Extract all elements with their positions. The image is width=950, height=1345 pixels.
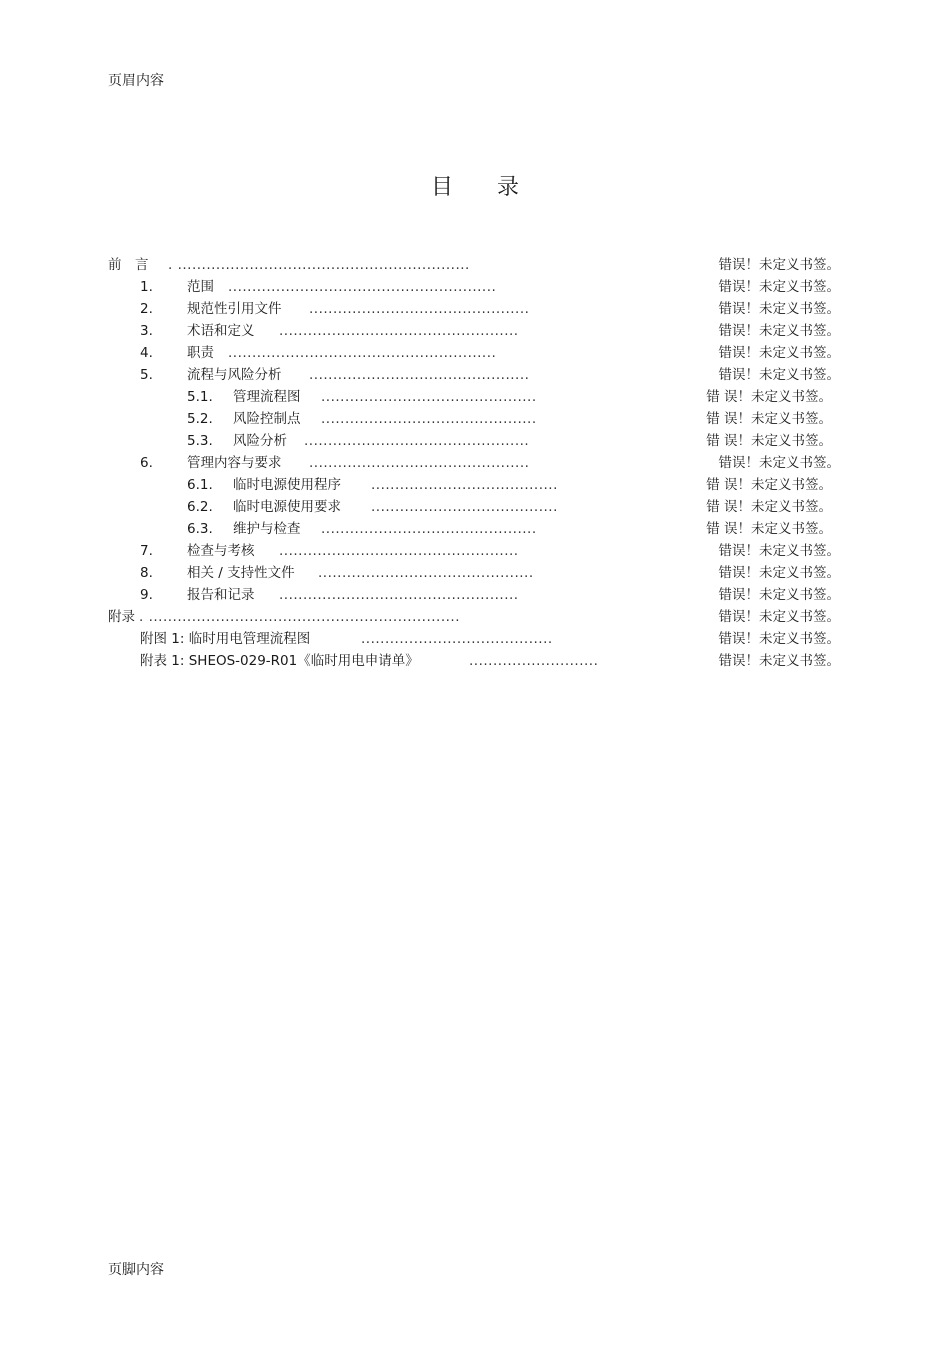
toc-entry-number: 5.1. [187,389,213,405]
toc-leader-dots: ............................................. [321,411,537,427]
toc-entry-preface[interactable] [0,254,950,276]
toc-entry-page: 错误！未定义书签。 [718,587,840,603]
toc-leader-dots: . ............................................................. [168,257,470,273]
toc-entry-number: 7. [140,543,153,559]
toc-entry-sub[interactable] [0,430,950,452]
toc-entry[interactable] [0,320,950,342]
toc-entry-sub[interactable] [0,474,950,496]
toc-entry-label: 前 言 [108,257,149,273]
toc-entry-page: 错误！未定义书签。 [718,543,840,559]
toc-entry-number: 6. [140,455,153,471]
toc-entry-number: 3. [140,323,153,339]
toc-entry-page: 错误！未定义书签。 [718,565,840,581]
toc-leader-dots: ............................................. [318,565,534,581]
toc-leader-dots: .................................................. [279,587,519,603]
toc-entry-label: 风险控制点 [233,411,301,427]
toc-entry-number: 9. [140,587,153,603]
toc-entry-page: 错误！未定义书签。 [718,367,840,383]
toc-leader-dots: ............................................. [321,521,537,537]
toc-entry-label: 报告和记录 [187,587,255,603]
toc-entry-page: 错 误！未定义书签。 [706,389,832,405]
toc-entry-number: 5.3. [187,433,213,449]
toc-entry-label: 附录 [108,609,135,625]
toc-entry-sub[interactable] [0,408,950,430]
toc-leader-dots: ........................... [469,653,599,669]
toc-entry-label: 附表 1: SHEOS-029-R01《临时用电申请单》 [140,653,419,669]
toc-entry-page: 错误！未定义书签。 [718,345,840,361]
toc-leader-dots: . ................................................................. [139,609,461,625]
toc-entry-number: 1. [140,279,153,295]
toc-entry-page: 错误！未定义书签。 [718,257,840,273]
toc-entry[interactable] [0,342,950,364]
toc-leader-dots: ....................................... [371,477,558,493]
toc-entry-number: 6.1. [187,477,213,493]
toc-entry-page: 错 误！未定义书签。 [706,411,832,427]
toc-entry-page: 错误！未定义书签。 [718,653,840,669]
toc-entry[interactable] [0,276,950,298]
toc-entry[interactable] [0,364,950,386]
toc-entry-label: 管理流程图 [233,389,301,405]
toc-entry[interactable] [0,562,950,584]
toc-entry-page: 错 误！未定义书签。 [706,433,832,449]
toc-entry-sub[interactable] [0,386,950,408]
toc-entry-label: 风险分析 [233,433,287,449]
page-footer: 页脚内容 [108,1262,164,1278]
toc-leader-dots: .............................................. [309,367,530,383]
toc-entry-label: 术语和定义 [187,323,255,339]
toc-entry-label: 维护与检查 [233,521,301,537]
toc-entry-number: 6.3. [187,521,213,537]
toc-leader-dots: .............................................. [309,455,530,471]
toc-entry-label: 流程与风险分析 [187,367,282,383]
toc-leader-dots: .............................................. [309,301,530,317]
toc-entry-number: 5. [140,367,153,383]
toc-entry-label: 范围 [187,279,214,295]
toc-entry-page: 错误！未定义书签。 [718,279,840,295]
toc-entry-label: 临时电源使用程序 [233,477,341,493]
toc-entry-appendix[interactable] [0,606,950,628]
toc-entry-appendix-figure[interactable] [0,628,950,650]
toc-entry-page: 错 误！未定义书签。 [706,477,832,493]
toc-entry-label: 职责 [187,345,214,361]
toc-entry-label: 管理内容与要求 [187,455,282,471]
toc-leader-dots: ............................................... [304,433,530,449]
toc-entry-page: 错误！未定义书签。 [718,631,840,647]
toc-entry-page: 错误！未定义书签。 [718,301,840,317]
toc-entry-number: 6.2. [187,499,213,515]
toc-entry-page: 错误！未定义书签。 [718,609,840,625]
toc-entry-page: 错 误！未定义书签。 [706,499,832,515]
toc-entry-sub[interactable] [0,496,950,518]
toc-leader-dots: ............................................. [321,389,537,405]
toc-entry-sub[interactable] [0,518,950,540]
toc-entry-page: 错误！未定义书签。 [718,455,840,471]
toc-entry-label: 规范性引用文件 [187,301,282,317]
toc-entry[interactable] [0,584,950,606]
toc-entry-label: 相关 / 支持性文件 [187,565,295,581]
toc-title: 目录 [430,175,563,200]
toc-entry-number: 2. [140,301,153,317]
toc-leader-dots: ........................................ [361,631,553,647]
toc-entry-number: 8. [140,565,153,581]
toc-entry-appendix-table[interactable] [0,650,950,672]
toc-entry-label: 检查与考核 [187,543,255,559]
toc-entry-number: 5.2. [187,411,213,427]
page-header: 页眉内容 [108,73,164,89]
toc-leader-dots: ....................................... [371,499,558,515]
toc-entry-label: 附图 1: 临时用电管理流程图 [140,631,311,647]
toc-entry-number: 4. [140,345,153,361]
toc-entry[interactable] [0,298,950,320]
toc-entry-page: 错误！未定义书签。 [718,323,840,339]
toc-entry-label: 临时电源使用要求 [233,499,341,515]
toc-leader-dots: .................................................. [279,543,519,559]
toc-entry[interactable] [0,540,950,562]
toc-leader-dots: .................................................. [279,323,519,339]
toc-entry-page: 错 误！未定义书签。 [706,521,832,537]
toc-leader-dots: ........................................................ [228,279,497,295]
toc-leader-dots: ........................................................ [228,345,497,361]
toc-entry[interactable] [0,452,950,474]
